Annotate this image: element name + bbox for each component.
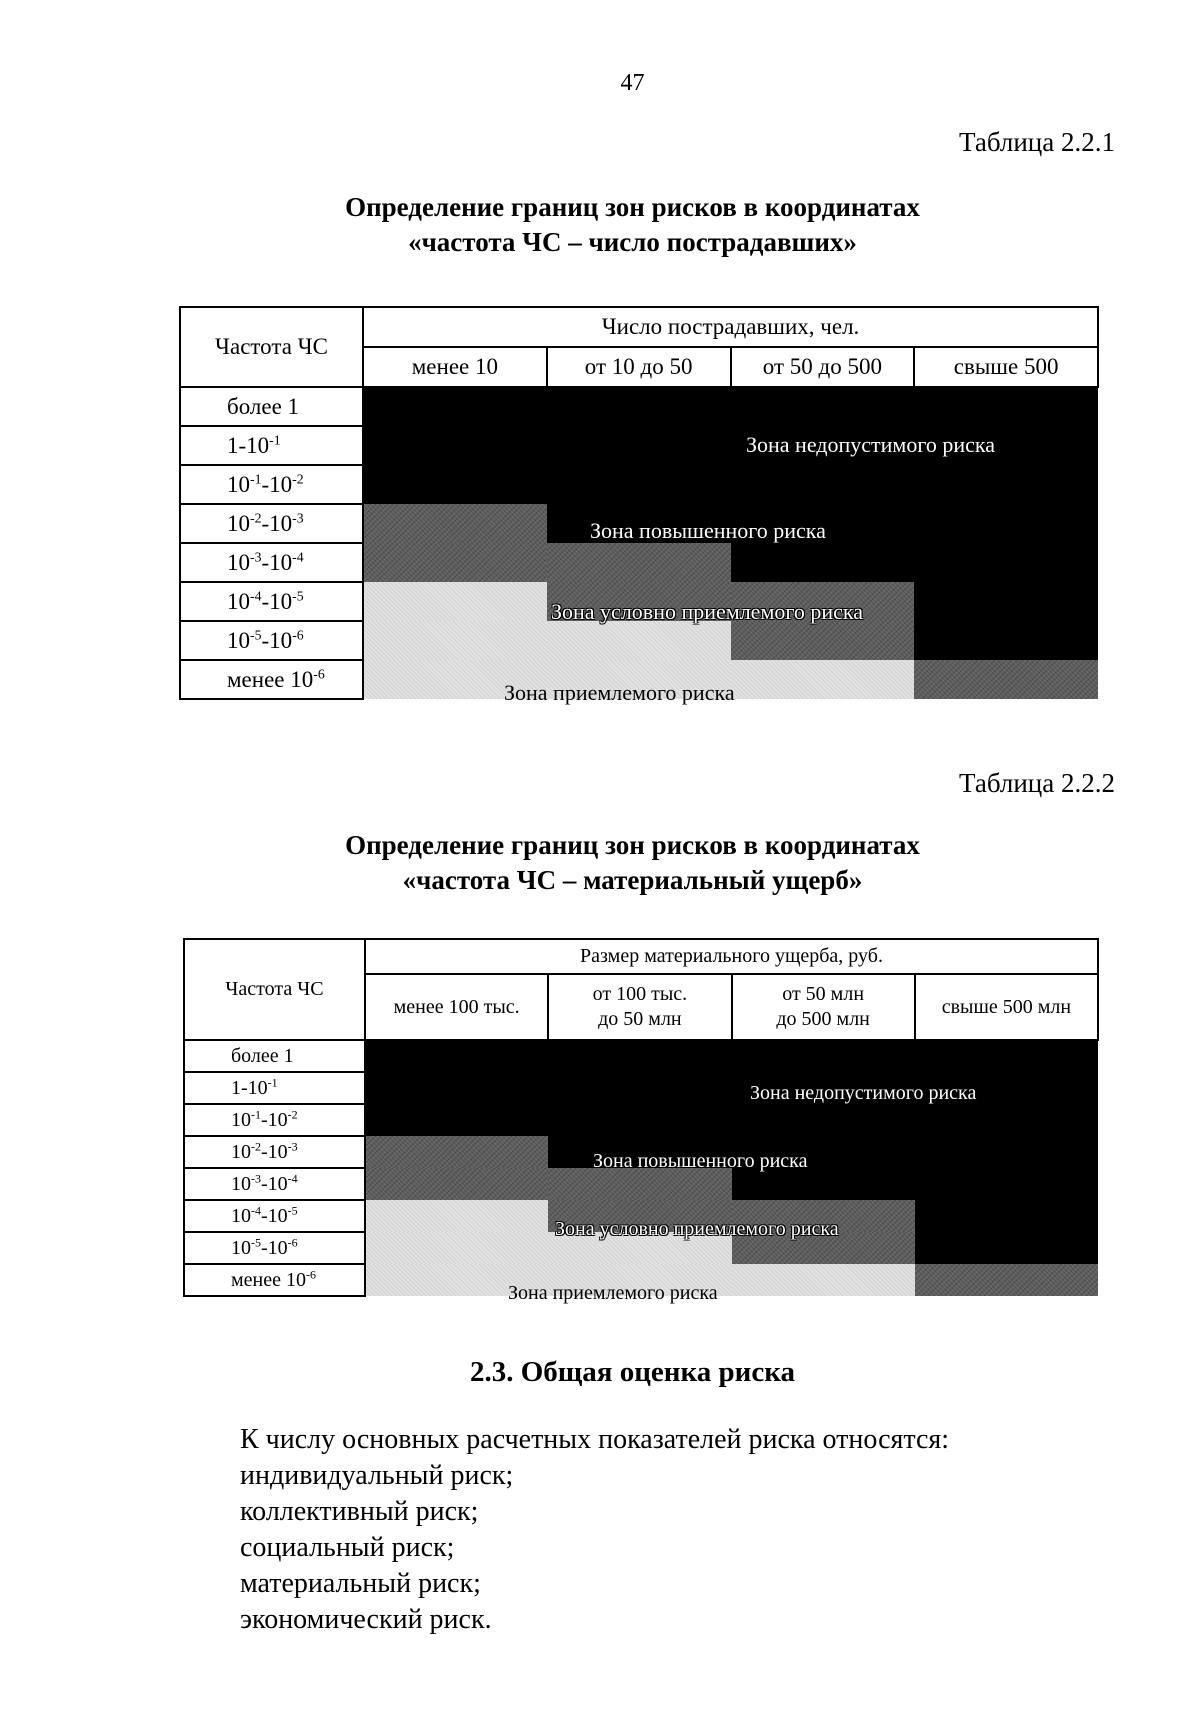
frequency-base: 10 — [227, 627, 250, 653]
column-header: от 10 до 50 — [547, 347, 731, 387]
section-heading: 2.3. Общая оценка риска — [469, 1356, 796, 1388]
column-header — [915, 974, 1098, 1040]
frequency-exponent: -6 — [287, 1234, 298, 1249]
frequency-base: -10 — [261, 1204, 288, 1227]
frequency-exponent: -2 — [292, 470, 304, 486]
page-number: 47 — [620, 70, 645, 96]
row-header-label: Частота ЧС — [180, 307, 363, 387]
frequency-label — [180, 504, 363, 543]
frequency-base: -10 — [261, 627, 293, 653]
zone-cell-unacceptable — [915, 1200, 1098, 1232]
frequency-exponent: -3 — [287, 1138, 298, 1153]
frequency-base: 10 — [227, 588, 250, 614]
frequency-base: 10 — [227, 549, 250, 575]
risk-zone-table-casualties — [179, 306, 1099, 700]
frequency-base: -10 — [261, 1172, 288, 1195]
frequency-exponent: -4 — [250, 587, 262, 603]
frequency-base: 10 — [231, 1172, 251, 1195]
zone-cell-unacceptable — [548, 1104, 731, 1136]
zone-label-acceptable: Зона приемлемого риска — [504, 680, 735, 705]
zone-cell-unacceptable — [914, 543, 1098, 582]
zone-label-unacceptable: Зона недопустимого риска — [750, 1082, 977, 1104]
zone-cell-unacceptable — [363, 426, 547, 465]
table-row — [180, 387, 1098, 426]
zone-cell-unacceptable — [547, 465, 731, 504]
frequency-base: менее 10 — [227, 666, 314, 692]
list-item: индивидуальный риск; — [240, 1460, 514, 1491]
frequency-exponent: -1 — [250, 470, 262, 486]
frequency-base: более 1 — [227, 393, 300, 419]
frequency-base: 1-10 — [231, 1076, 268, 1099]
frequency-label — [180, 426, 363, 465]
column-header-line: свыше 500 млн — [941, 995, 1072, 1018]
column-header-line: менее 100 тыс. — [393, 995, 520, 1018]
frequency-label — [184, 1264, 365, 1296]
frequency-base: 1-10 — [227, 432, 270, 458]
table-row — [184, 1104, 1098, 1136]
zone-label-conditional: Зона условно приемлемого риска — [551, 599, 863, 624]
column-header: менее 10 — [363, 347, 547, 387]
frequency-base: -10 — [261, 1140, 288, 1163]
zone-cell-unacceptable — [914, 582, 1098, 621]
table-title — [0, 828, 1200, 898]
zone-cell-unacceptable — [547, 387, 731, 426]
frequency-exponent: -4 — [292, 548, 304, 564]
table-row — [180, 621, 1098, 660]
zone-cell-unacceptable — [915, 1104, 1098, 1136]
frequency-label — [180, 582, 363, 621]
column-header — [365, 974, 548, 1040]
list-item: материальный риск; — [240, 1568, 481, 1599]
zone-cell-unacceptable — [731, 465, 915, 504]
zone-cell-acceptable — [547, 621, 731, 660]
zone-cell-unacceptable — [731, 543, 915, 582]
zone-cell-elevated — [365, 1136, 548, 1168]
frequency-base: -10 — [261, 1108, 288, 1131]
body-text — [240, 1422, 949, 1638]
zone-cell-unacceptable — [732, 1104, 915, 1136]
column-header-line: до 500 млн — [776, 1008, 870, 1030]
column-header: свыше 500 — [914, 347, 1098, 387]
frequency-exponent: -6 — [306, 1266, 316, 1281]
frequency-exponent: -4 — [251, 1202, 261, 1217]
table-title — [0, 190, 1200, 260]
zone-cell-elevated — [365, 1168, 548, 1200]
frequency-label — [180, 621, 363, 660]
zone-label-unacceptable: Зона недопустимого риска — [746, 432, 995, 457]
frequency-base: более 1 — [231, 1044, 294, 1067]
column-header-line: от 100 тыс. — [592, 983, 688, 1005]
column-group-header: Число пострадавших, чел. — [363, 307, 1098, 347]
frequency-exponent: -5 — [292, 587, 304, 603]
frequency-base: 10 — [231, 1204, 251, 1227]
zone-cell-unacceptable — [915, 1232, 1098, 1264]
zone-cell-unacceptable — [365, 1040, 548, 1072]
table-caption: Таблица 2.2.2 — [959, 768, 1115, 798]
zone-cell-unacceptable — [914, 387, 1098, 426]
zone-cell-unacceptable — [915, 1136, 1098, 1168]
frequency-base: 10 — [227, 471, 250, 497]
zone-cell-elevated — [363, 543, 547, 582]
frequency-label — [180, 660, 363, 699]
column-header: от 50 до 500 — [731, 347, 915, 387]
list-item: социальный риск; — [240, 1532, 455, 1563]
table-row — [184, 1168, 1098, 1200]
table-title-line: «частота ЧС – материальный ущерб» — [402, 865, 863, 895]
list-item: коллективный риск; — [240, 1496, 479, 1527]
zone-cell-acceptable — [363, 582, 547, 621]
frequency-label — [184, 1232, 365, 1264]
zone-cell-unacceptable — [547, 426, 731, 465]
zone-cell-elevated — [731, 621, 915, 660]
zone-cell-acceptable — [365, 1232, 548, 1264]
table-row — [184, 1040, 1098, 1072]
frequency-exponent: -1 — [267, 1074, 278, 1089]
frequency-exponent: -6 — [313, 665, 325, 681]
zone-cell-unacceptable — [548, 1072, 731, 1104]
zone-cell-unacceptable — [548, 1040, 731, 1072]
zone-label-conditional: Зона условно приемлемого риска — [555, 1218, 839, 1240]
table-title-line: Определение границ зон рисков в координатах — [345, 192, 920, 222]
frequency-exponent: -2 — [250, 509, 262, 525]
row-header-label: Частота ЧС — [184, 939, 365, 1040]
list-item: экономический риск. — [240, 1604, 492, 1635]
frequency-exponent: -5 — [287, 1202, 298, 1217]
zone-label-acceptable: Зона приемлемого риска — [508, 1282, 718, 1304]
zone-cell-unacceptable — [363, 387, 547, 426]
frequency-label — [184, 1104, 365, 1136]
table-row — [180, 465, 1098, 504]
zone-label-elevated: Зона повышенного риска — [590, 518, 826, 543]
table-row — [180, 543, 1098, 582]
zone-cell-unacceptable — [365, 1104, 548, 1136]
frequency-exponent: -3 — [292, 509, 304, 525]
frequency-label — [180, 465, 363, 504]
zone-cell-elevated — [363, 504, 547, 543]
frequency-label — [184, 1072, 365, 1104]
frequency-base: -10 — [261, 549, 293, 575]
frequency-label — [180, 543, 363, 582]
zone-cell-elevated — [914, 660, 1098, 699]
frequency-exponent: -1 — [251, 1106, 261, 1121]
zone-cell-unacceptable — [731, 387, 915, 426]
zone-cell-unacceptable — [732, 1168, 915, 1200]
frequency-exponent: -3 — [251, 1170, 261, 1185]
frequency-label — [184, 1136, 365, 1168]
frequency-exponent: -3 — [250, 548, 262, 564]
column-header-line: до 50 млн — [598, 1008, 682, 1030]
table-title-line: Определение границ зон рисков в координатах — [345, 830, 920, 860]
zone-cell-unacceptable — [914, 465, 1098, 504]
zone-cell-elevated — [548, 1168, 731, 1200]
column-header — [732, 974, 915, 1040]
zone-cell-unacceptable — [915, 1040, 1098, 1072]
frequency-label — [184, 1168, 365, 1200]
zone-label-elevated: Зона повышенного риска — [593, 1150, 808, 1172]
frequency-base: -10 — [261, 471, 293, 497]
zone-cell-unacceptable — [915, 1168, 1098, 1200]
frequency-base: -10 — [261, 510, 293, 536]
frequency-base: 10 — [231, 1108, 251, 1131]
column-header — [548, 974, 731, 1040]
frequency-exponent: -4 — [287, 1170, 298, 1185]
zone-cell-elevated — [547, 543, 731, 582]
frequency-exponent: -5 — [250, 626, 262, 642]
zone-cell-acceptable — [363, 621, 547, 660]
frequency-base: 10 — [231, 1236, 251, 1259]
intro-paragraph: К числу основных расчетных показателей риска относятся: — [240, 1424, 950, 1455]
zone-cell-acceptable — [731, 660, 915, 699]
frequency-exponent: -2 — [287, 1106, 298, 1121]
frequency-label — [184, 1200, 365, 1232]
frequency-exponent: -1 — [269, 431, 281, 447]
frequency-base: 10 — [227, 510, 250, 536]
frequency-label — [180, 387, 363, 426]
zone-cell-unacceptable — [914, 621, 1098, 660]
table-caption: Таблица 2.2.1 — [959, 127, 1115, 157]
frequency-base: -10 — [261, 1236, 288, 1259]
frequency-exponent: -5 — [251, 1234, 261, 1249]
zone-cell-elevated — [915, 1264, 1098, 1296]
frequency-label — [184, 1040, 365, 1072]
risk-zone-table-damage — [183, 938, 1099, 1297]
zone-cell-unacceptable — [363, 465, 547, 504]
zone-cell-unacceptable — [732, 1040, 915, 1072]
frequency-base: -10 — [261, 588, 293, 614]
frequency-base: менее 10 — [231, 1268, 306, 1291]
zone-cell-acceptable — [732, 1264, 915, 1296]
frequency-exponent: -6 — [292, 626, 304, 642]
column-header-line: от 50 млн — [782, 983, 865, 1005]
zone-cell-unacceptable — [914, 504, 1098, 543]
column-group-header: Размер материального ущерба, руб. — [365, 939, 1098, 974]
frequency-base: 10 — [231, 1140, 251, 1163]
zone-cell-unacceptable — [365, 1072, 548, 1104]
zone-cell-acceptable — [365, 1200, 548, 1232]
table-title-line: «частота ЧС – число пострадавших» — [408, 227, 857, 257]
frequency-exponent: -2 — [251, 1138, 261, 1153]
